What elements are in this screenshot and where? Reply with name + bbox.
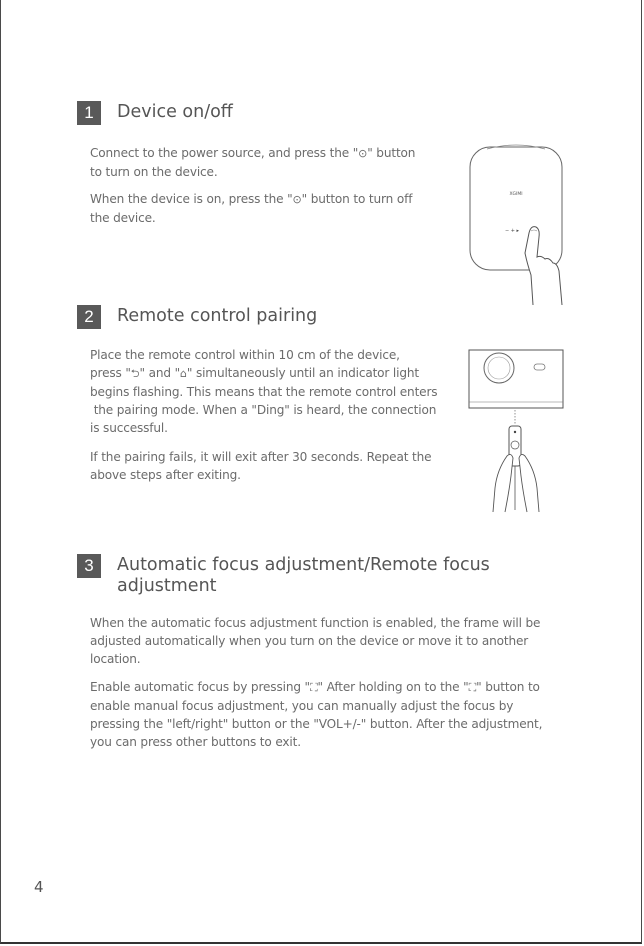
power-icon: ⊙ — [358, 147, 368, 160]
projector-lens — [484, 353, 514, 383]
text: the pairing mode. When a "Ding" is heard, the connection — [90, 403, 437, 417]
device-control-buttons: − + ▸ — [504, 228, 520, 234]
text: " After holding on to the " — [317, 680, 469, 694]
text: pressing the "left/right" button or the "VOL+/-" button. After the adjustment, — [90, 717, 543, 731]
text: " button to turn off — [301, 192, 413, 206]
section-1-paragraph-1 — [90, 144, 415, 181]
text: Connect to the power source, and press the " — [90, 146, 359, 160]
projector-remote-illustration — [467, 348, 567, 512]
text: is successful. — [90, 421, 168, 435]
section-1-number: 1 — [77, 101, 101, 125]
section-1-title: Device on/off — [117, 102, 233, 122]
section-3-title — [117, 555, 490, 597]
text: When the device is on, press the " — [90, 192, 293, 206]
text: " button — [367, 146, 416, 160]
text: to turn on the device. — [90, 165, 218, 179]
text: the device. — [90, 211, 156, 225]
text: Enable automatic focus by pressing " — [90, 680, 310, 694]
right-hand — [519, 454, 539, 512]
text: you can press other buttons to exit. — [90, 735, 301, 749]
page-number: 4 — [34, 878, 44, 896]
section-1-header — [77, 101, 233, 125]
focus-icon: ⛶ — [309, 681, 318, 694]
text: location. — [90, 652, 141, 666]
section-1-paragraph-2 — [90, 190, 412, 227]
left-hand — [493, 454, 513, 512]
title-line: adjustment — [117, 576, 217, 596]
text: " and " — [139, 366, 180, 380]
section-3-paragraph-2 — [90, 678, 542, 751]
text: " button to — [476, 680, 540, 694]
section-2-title: Remote control pairing — [117, 306, 318, 326]
text: Place the remote control within 10 cm of the device, — [90, 348, 400, 362]
device-top-illustration — [467, 145, 567, 305]
text: above steps after exiting. — [90, 468, 241, 482]
section-2-header — [77, 305, 317, 329]
text: If the pairing fails, it will exit after 30 seconds. Repeat the — [90, 450, 432, 464]
section-3-number: 3 — [77, 554, 101, 578]
section-2-paragraph-2 — [90, 448, 431, 484]
power-icon: ⊙ — [292, 193, 302, 206]
home-icon: ⌂ — [180, 367, 187, 380]
text: adjusted automatically when you turn on the device or move it to another — [90, 634, 529, 648]
text: press " — [90, 366, 131, 380]
section-2-paragraph-1 — [90, 346, 437, 437]
text: " simultaneously until an indicator light — [186, 366, 419, 380]
text: When the automatic focus adjustment function is enabled, the frame will be — [90, 616, 541, 630]
text: begins flashing. This means that the remote control enters — [90, 385, 438, 399]
title-line: Automatic focus adjustment/Remote focus — [117, 555, 490, 575]
section-2-number: 2 — [77, 305, 101, 329]
back-icon: ⮌ — [130, 367, 140, 380]
finger-icon — [525, 227, 562, 305]
text: enable manual focus adjustment, you can manually adjust the focus by — [90, 699, 514, 713]
section-3-header — [77, 554, 490, 597]
brand-logo: XGIMI — [509, 192, 523, 197]
section-3-paragraph-1 — [90, 614, 540, 668]
focus-icon: ⛶ — [468, 681, 477, 694]
